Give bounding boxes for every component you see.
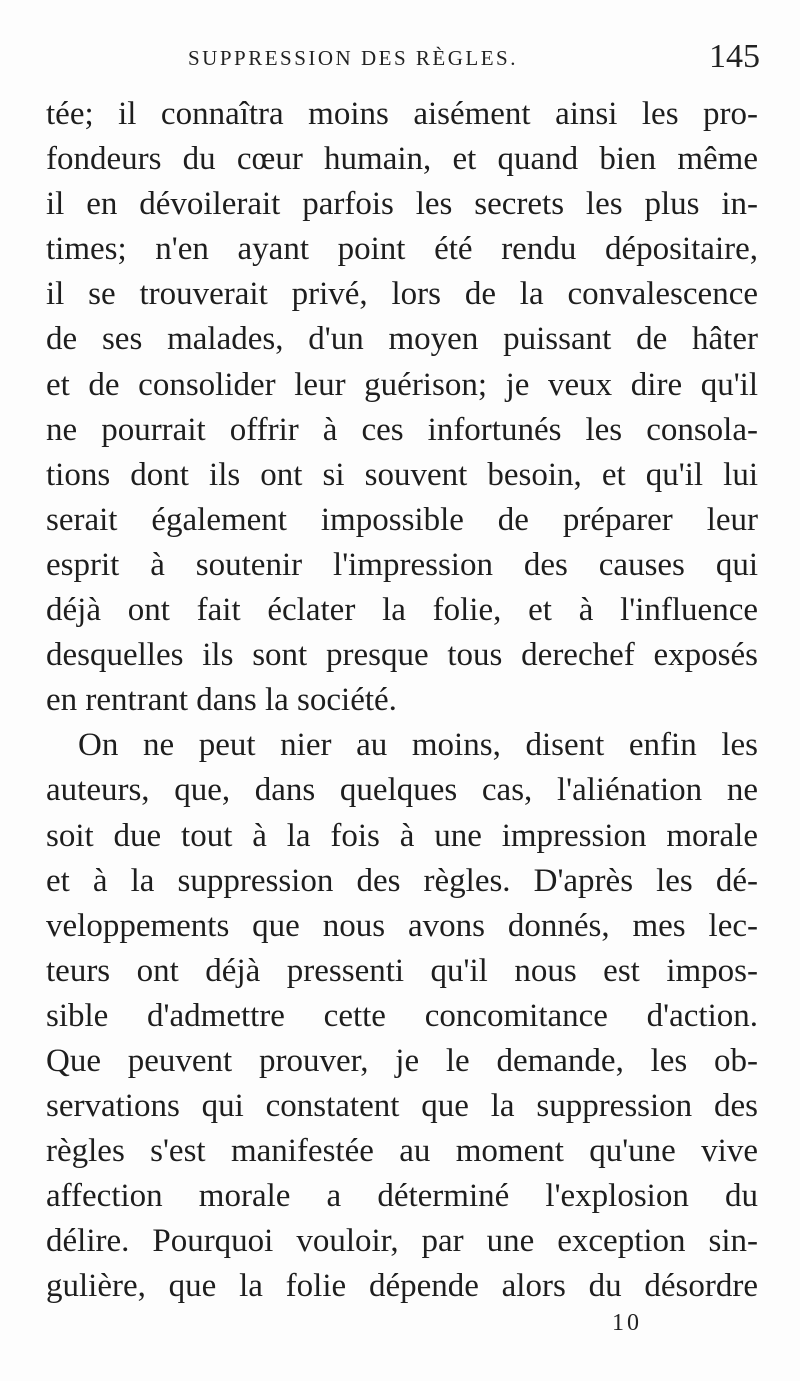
text-line: fondeurs du cœur humain, et quand bien même	[46, 141, 758, 178]
text-line: desquelles ils sont presque tous derechef exposés	[46, 637, 758, 674]
signature-mark: 10	[612, 1310, 642, 1336]
text-line: esprit à soutenir l'impression des causes qui	[46, 546, 758, 583]
text-line: soit due tout à la fois à une impression morale	[46, 817, 758, 854]
text-line: times; n'en ayant point été rendu dépositaire,	[46, 231, 758, 268]
text-line: il en dévoilerait parfois les secrets les plus in-	[46, 186, 758, 223]
text-line: veloppements que nous avons donnés, mes lec-	[46, 907, 758, 944]
text-line: sible d'admettre cette concomitance d'action.	[46, 997, 758, 1034]
text-line: de ses malades, d'un moyen puissant de hâter	[46, 321, 758, 358]
running-head	[0, 38, 800, 84]
text-line: ne pourrait offrir à ces infortunés les consola-	[46, 411, 758, 448]
text-line: auteurs, que, dans quelques cas, l'aliénation ne	[46, 772, 758, 809]
running-title: SUPPRESSION DES RÈGLES.	[188, 46, 518, 70]
page-number: 145	[709, 38, 760, 75]
text-line: servations qui constatent que la suppression des	[46, 1088, 758, 1125]
text-line: tée; il connaîtra moins aisément ainsi les pro-	[46, 96, 758, 132]
text-line: règles s'est manifestée au moment qu'une vive	[46, 1133, 758, 1170]
text-line: affection morale a déterminé l'explosion du	[46, 1178, 758, 1215]
text-line: délire. Pourquoi vouloir, par une exception sin-	[46, 1223, 758, 1260]
text-line: On ne peut nier au moins, disent enfin les	[78, 727, 758, 764]
text-line: Que peuvent prouver, je le demande, les ob-	[46, 1042, 758, 1079]
text-line: gulière, que la folie dépende alors du désordre	[46, 1268, 758, 1305]
text-line: serait également impossible de préparer leur	[46, 501, 758, 538]
body-text	[46, 92, 758, 1310]
text-line: et à la suppression des règles. D'après les dé-	[46, 862, 758, 899]
text-line: teurs ont déjà pressenti qu'il nous est impos-	[46, 952, 758, 989]
text-line: tions dont ils ont si souvent besoin, et qu'il lui	[46, 456, 758, 493]
text-line: il se trouverait privé, lors de la convalescence	[46, 276, 758, 313]
text-line: et de consolider leur guérison; je veux dire qu'il	[46, 366, 758, 403]
text-line: en rentrant dans la société.	[46, 682, 397, 719]
text-line: déjà ont fait éclater la folie, et à l'influence	[46, 592, 758, 629]
